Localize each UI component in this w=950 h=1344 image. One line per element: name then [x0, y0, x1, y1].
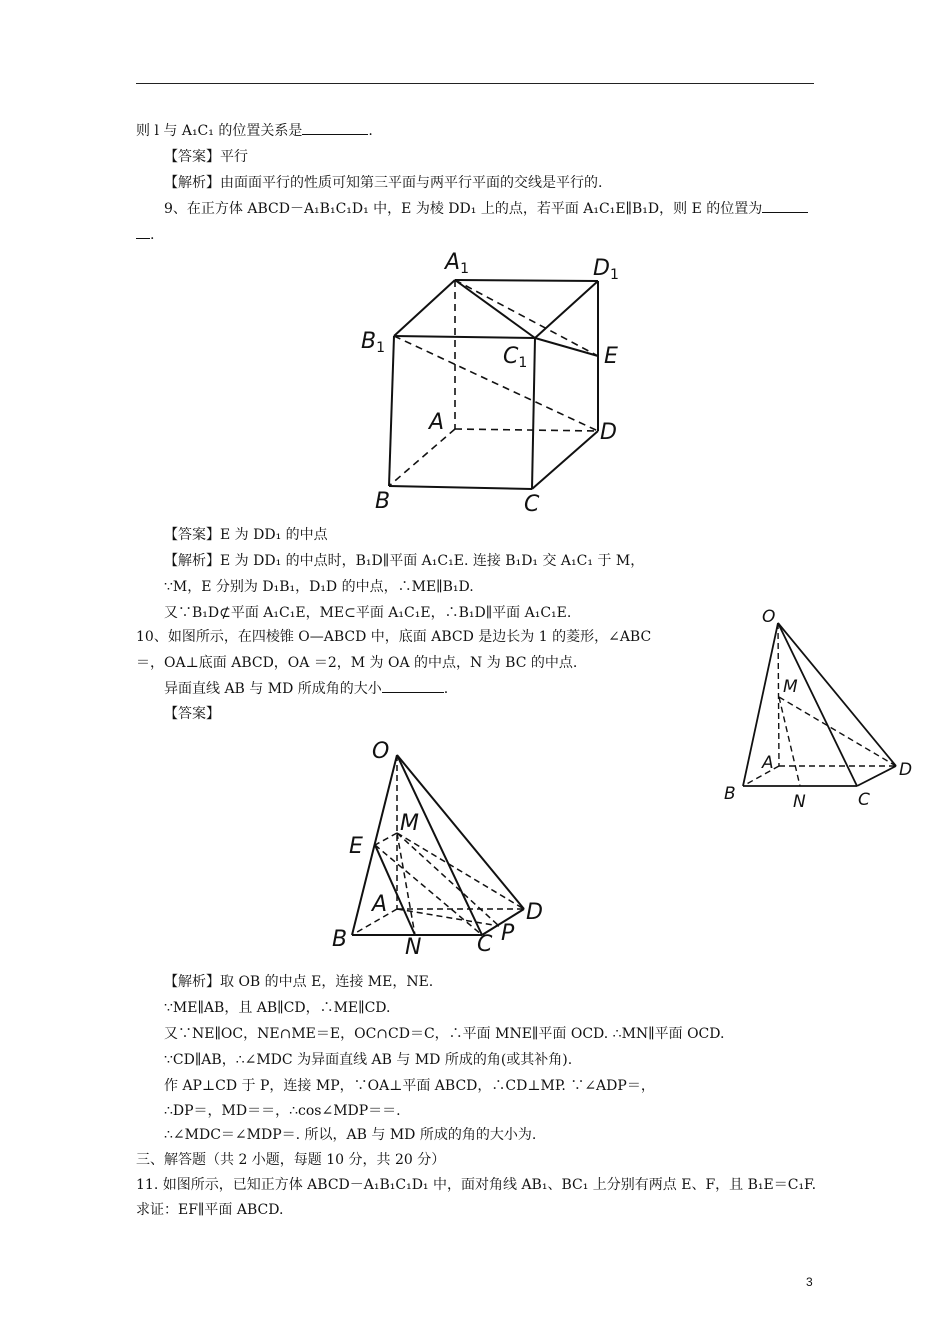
- label-D1: D1: [593, 256, 619, 283]
- label-C: C: [477, 932, 493, 957]
- label-D: D: [899, 760, 913, 780]
- text-line: ∵ME∥AB，且 AB∥CD，∴ME∥CD.: [164, 1000, 391, 1016]
- pyramid-figure-small: [720, 605, 925, 815]
- text-line: 作 AP⊥CD 于 P，连接 MP，∵OA⊥平面 ABCD，∴CD⊥MP. ∵∠ADP＝，: [164, 1078, 655, 1094]
- cube-figure: [355, 245, 635, 520]
- analysis-line: 【解析】取 OB 的中点 E，连接 ME，NE.: [164, 974, 434, 990]
- text-line: ∴DP＝，MD＝＝，∴cos∠MDP＝＝.: [164, 1103, 401, 1119]
- analysis-line: 【解析】E 为 DD₁ 的中点时，B₁D∥平面 A₁C₁E. 连接 B₁D₁ 交 A₁C₁ 于 M，: [164, 553, 645, 569]
- analysis-line: 【解析】由面面平行的性质可知第三平面与两平行平面的交线是平行的.: [164, 175, 603, 191]
- label-A1: A1: [445, 250, 469, 277]
- label-D: D: [600, 420, 617, 445]
- label-P: P: [501, 921, 515, 946]
- pyramid-figure-large: [325, 730, 570, 965]
- question-9: 9、在正方体 ABCD－A₁B₁C₁D₁ 中，E 为棱 DD₁ 上的点，若平面 A₁C₁E∥B₁D，则 E 的位置为: [164, 199, 808, 219]
- label-O: O: [372, 739, 390, 764]
- label-M: M: [783, 677, 798, 697]
- label-A: A: [372, 892, 388, 917]
- label-C1: C1: [503, 344, 528, 371]
- answer-blank: [382, 679, 444, 693]
- text-line: 又∵NE∥OC，NE∩ME＝E，OC∩CD＝C，∴平面 MNE∥平面 OCD. ∴MN∥平面 OCD.: [164, 1026, 725, 1042]
- label-N: N: [405, 935, 422, 960]
- answer-line: 【答案】E 为 DD₁ 的中点: [164, 527, 328, 543]
- page-number: 3: [806, 1275, 813, 1289]
- text-line: ∵CD∥AB，∴∠MDC 为异面直线 AB 与 MD 所成的角(或其补角).: [164, 1052, 573, 1068]
- header-rule: [136, 83, 814, 84]
- text-line: ∴∠MDC＝∠MDP＝. 所以，AB 与 MD 所成的角的大小为.: [164, 1127, 537, 1143]
- answer-blank: [302, 121, 368, 135]
- answer-line: 【答案】平行: [164, 149, 248, 165]
- text-line: ＝，OA⊥底面 ABCD，OA ＝2，M 为 OA 的中点，N 为 BC 的中点.: [136, 655, 578, 671]
- answer-line: 【答案】: [164, 706, 220, 722]
- text-line: 求证：EF∥平面 ABCD.: [136, 1202, 284, 1218]
- text-line: 异面直线 AB 与 MD 所成角的大小 .: [164, 681, 449, 697]
- label-B: B: [375, 489, 391, 514]
- label-B: B: [332, 927, 348, 952]
- label-A: A: [429, 410, 445, 435]
- text-line: 又∵B₁D⊄平面 A₁C₁E，ME⊂平面 A₁C₁E，∴B₁D∥平面 A₁C₁E.: [164, 605, 572, 621]
- label-A: A: [762, 753, 774, 773]
- label-N: N: [793, 792, 806, 812]
- question-11: 11. 如图所示，已知正方体 ABCD－A₁B₁C₁D₁ 中，面对角线 AB₁、BC₁ 上分别有两点 E、F，且 B₁E＝C₁F.: [136, 1177, 817, 1193]
- label-C: C: [524, 492, 540, 517]
- label-E: E: [604, 344, 618, 369]
- label-B1: B1: [361, 329, 386, 356]
- label-E: E: [349, 834, 363, 859]
- question-10: 10、如图所示，在四棱锥 O—ABCD 中，底面 ABCD 是边长为 1 的菱形，∠ABC: [136, 629, 652, 645]
- text-line: .: [136, 225, 154, 245]
- label-O: O: [762, 607, 776, 627]
- text-line: ∵M，E 分别为 D₁B₁，D₁D 的中点，∴ME∥B₁D.: [164, 579, 474, 595]
- text-line: 则 l 与 A₁C₁ 的位置关系是 .: [136, 123, 373, 139]
- section-heading: 三、解答题（共 2 小题，每题 10 分，共 20 分）: [136, 1152, 446, 1168]
- label-D: D: [526, 900, 543, 925]
- label-M: M: [400, 811, 419, 836]
- answer-blank: [762, 199, 808, 213]
- label-B: B: [724, 784, 736, 804]
- label-C: C: [858, 790, 870, 810]
